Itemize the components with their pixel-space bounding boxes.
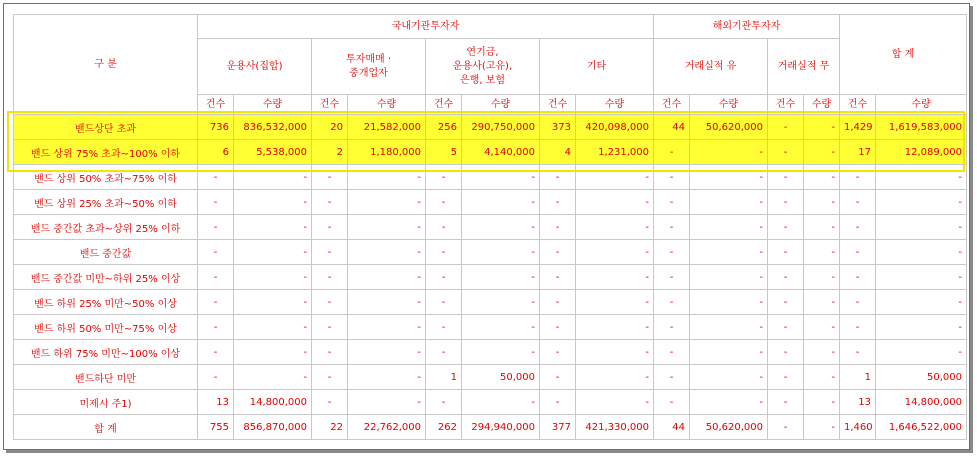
table-row — [14, 115, 967, 140]
cell-amount: 294,940,000 — [462, 415, 540, 440]
table-row — [14, 165, 967, 190]
table-row — [14, 190, 967, 215]
header-pension — [426, 39, 540, 95]
cell-amount: - — [462, 165, 540, 190]
cell-count: - — [312, 240, 348, 265]
cell-count: - — [654, 190, 690, 215]
cell-count: - — [426, 315, 462, 340]
subheader-amount: 수량 — [234, 95, 312, 115]
cell-amount: - — [876, 315, 967, 340]
row-label: 합 계 — [14, 415, 198, 440]
subheader-amount: 수량 — [462, 95, 540, 115]
cell-amount: 50,620,000 — [690, 115, 768, 140]
row-label: 밴드 상위 50% 초과~75% 이하 — [14, 165, 198, 190]
cell-count: 1,460 — [840, 415, 876, 440]
cell-count: 262 — [426, 415, 462, 440]
cell-count: - — [426, 265, 462, 290]
subheader-amount: 수량 — [690, 95, 768, 115]
cell-amount: 50,000 — [876, 365, 967, 390]
cell-amount: - — [462, 265, 540, 290]
cell-count: 4 — [540, 140, 576, 165]
cell-count: - — [654, 315, 690, 340]
header-record-no: 거래실적 무 — [768, 39, 840, 95]
cell-count: 256 — [426, 115, 462, 140]
row-label: 밴드 중간값 미만~하위 25% 이상 — [14, 265, 198, 290]
cell-amount: - — [690, 390, 768, 415]
header-investment-dealer — [312, 39, 426, 95]
table-row — [14, 140, 967, 165]
cell-amount: 290,750,000 — [462, 115, 540, 140]
cell-amount: - — [234, 190, 312, 215]
cell-count: - — [654, 340, 690, 365]
cell-count: - — [312, 315, 348, 340]
cell-count: - — [768, 165, 804, 190]
cell-amount: - — [348, 340, 426, 365]
cell-amount: 5,538,000 — [234, 140, 312, 165]
cell-amount: 856,870,000 — [234, 415, 312, 440]
cell-count: - — [540, 315, 576, 340]
cell-count: - — [198, 240, 234, 265]
cell-count: - — [540, 365, 576, 390]
cell-count: - — [840, 290, 876, 315]
cell-amount: - — [576, 290, 654, 315]
header-record-yes: 거래실적 유 — [654, 39, 768, 95]
cell-amount: - — [804, 415, 840, 440]
cell-amount: - — [804, 165, 840, 190]
cell-count: - — [654, 390, 690, 415]
cell-amount: - — [876, 165, 967, 190]
document-frame — [3, 3, 970, 450]
cell-count: - — [312, 340, 348, 365]
cell-count: - — [840, 340, 876, 365]
cell-amount: 50,000 — [462, 365, 540, 390]
cell-amount: 1,619,583,000 — [876, 115, 967, 140]
cell-count: 1,429 — [840, 115, 876, 140]
cell-count: - — [654, 365, 690, 390]
cell-amount: - — [348, 165, 426, 190]
cell-amount: - — [462, 215, 540, 240]
cell-amount: 1,646,522,000 — [876, 415, 967, 440]
header-category: 구 분 — [14, 15, 198, 115]
cell-count: - — [198, 265, 234, 290]
cell-amount: - — [690, 265, 768, 290]
cell-count: - — [540, 165, 576, 190]
subheader-amount: 수량 — [876, 95, 967, 115]
subheader-count: 건수 — [426, 95, 462, 115]
cell-count: - — [426, 390, 462, 415]
cell-count: - — [768, 215, 804, 240]
cell-count: 373 — [540, 115, 576, 140]
cell-count: 13 — [198, 390, 234, 415]
cell-amount: - — [690, 290, 768, 315]
row-label: 미제시 주1) — [14, 390, 198, 415]
cell-amount: - — [348, 190, 426, 215]
cell-amount: - — [690, 315, 768, 340]
cell-amount: - — [804, 365, 840, 390]
cell-count: 755 — [198, 415, 234, 440]
cell-count: - — [540, 265, 576, 290]
cell-amount: - — [804, 340, 840, 365]
cell-count: - — [654, 165, 690, 190]
cell-amount: - — [462, 290, 540, 315]
cell-count: - — [768, 265, 804, 290]
cell-count: - — [312, 265, 348, 290]
cell-amount: 4,140,000 — [462, 140, 540, 165]
subheader-count: 건수 — [198, 95, 234, 115]
cell-count: - — [426, 290, 462, 315]
table-row — [14, 415, 967, 440]
cell-count: - — [198, 215, 234, 240]
cell-count: 20 — [312, 115, 348, 140]
cell-count: 22 — [312, 415, 348, 440]
cell-amount: - — [576, 240, 654, 265]
cell-count: - — [654, 215, 690, 240]
cell-count: - — [426, 215, 462, 240]
cell-count: - — [654, 140, 690, 165]
cell-amount: - — [462, 190, 540, 215]
table-row — [14, 215, 967, 240]
cell-count: - — [654, 290, 690, 315]
cell-count: - — [768, 240, 804, 265]
cell-amount: - — [348, 365, 426, 390]
cell-amount: - — [576, 165, 654, 190]
cell-count: - — [840, 315, 876, 340]
cell-amount: - — [690, 165, 768, 190]
subheader-amount: 수량 — [348, 95, 426, 115]
cell-count: 377 — [540, 415, 576, 440]
cell-count: - — [768, 290, 804, 315]
header-investment-dealer-line1: 투자매매 · — [346, 53, 391, 65]
cell-count: - — [426, 240, 462, 265]
cell-count: - — [840, 190, 876, 215]
cell-amount: - — [234, 215, 312, 240]
cell-count: - — [426, 165, 462, 190]
cell-count: - — [540, 240, 576, 265]
cell-amount: - — [348, 390, 426, 415]
row-label: 밴드 하위 25% 미만~50% 이상 — [14, 290, 198, 315]
cell-amount: 1,180,000 — [348, 140, 426, 165]
cell-amount: - — [576, 315, 654, 340]
cell-amount: - — [234, 340, 312, 365]
cell-amount: - — [576, 215, 654, 240]
row-label: 밴드 상위 75% 초과~100% 이하 — [14, 140, 198, 165]
cell-amount: - — [348, 290, 426, 315]
header-total: 합 계 — [840, 15, 967, 95]
cell-amount: - — [462, 240, 540, 265]
cell-amount: - — [690, 240, 768, 265]
cell-amount: - — [348, 265, 426, 290]
cell-amount: - — [234, 265, 312, 290]
cell-count: - — [540, 390, 576, 415]
cell-amount: - — [462, 390, 540, 415]
cell-amount: 421,330,000 — [576, 415, 654, 440]
cell-count: 1 — [840, 365, 876, 390]
row-label: 밴드상단 초과 — [14, 115, 198, 140]
cell-count: - — [840, 265, 876, 290]
cell-amount: - — [234, 365, 312, 390]
cell-amount: - — [876, 340, 967, 365]
cell-amount: - — [804, 390, 840, 415]
cell-amount: - — [462, 340, 540, 365]
row-label: 밴드하단 미만 — [14, 365, 198, 390]
cell-count: - — [840, 165, 876, 190]
cell-count: - — [198, 190, 234, 215]
cell-amount: - — [690, 140, 768, 165]
cell-count: - — [540, 190, 576, 215]
cell-amount: - — [876, 190, 967, 215]
header-other: 기타 — [540, 39, 654, 95]
cell-amount: - — [804, 290, 840, 315]
allocation-table — [13, 14, 967, 440]
subheader-amount: 수량 — [576, 95, 654, 115]
cell-count: 1 — [426, 365, 462, 390]
cell-count: - — [768, 390, 804, 415]
cell-amount: 14,800,000 — [234, 390, 312, 415]
row-label: 밴드 상위 25% 초과~50% 이하 — [14, 190, 198, 215]
cell-amount: - — [234, 315, 312, 340]
cell-count: - — [312, 190, 348, 215]
table-row — [14, 340, 967, 365]
cell-amount: - — [348, 215, 426, 240]
cell-count: - — [198, 165, 234, 190]
subheader-count: 건수 — [654, 95, 690, 115]
cell-amount: - — [876, 290, 967, 315]
cell-amount: - — [804, 140, 840, 165]
cell-count: 44 — [654, 415, 690, 440]
subheader-amount: 수량 — [804, 95, 840, 115]
table-row — [14, 390, 967, 415]
table-row — [14, 315, 967, 340]
cell-count: - — [768, 190, 804, 215]
cell-amount: - — [462, 315, 540, 340]
cell-count: - — [312, 165, 348, 190]
cell-amount: - — [576, 265, 654, 290]
cell-count: - — [198, 365, 234, 390]
cell-amount: - — [690, 190, 768, 215]
cell-count: - — [768, 340, 804, 365]
cell-count: - — [768, 315, 804, 340]
cell-amount: 22,762,000 — [348, 415, 426, 440]
table-row — [14, 265, 967, 290]
cell-count: 2 — [312, 140, 348, 165]
header-foreign: 해외기관투자자 — [654, 15, 840, 39]
cell-count: - — [198, 340, 234, 365]
cell-count: - — [312, 365, 348, 390]
table-row — [14, 240, 967, 265]
row-label: 밴드 하위 50% 미만~75% 이상 — [14, 315, 198, 340]
row-label: 밴드 중간값 — [14, 240, 198, 265]
header-pension-line2: 운용사(고유), — [452, 60, 513, 72]
cell-amount: 14,800,000 — [876, 390, 967, 415]
cell-count: 5 — [426, 140, 462, 165]
row-label: 밴드 중간값 초과~상위 25% 이하 — [14, 215, 198, 240]
cell-count: 44 — [654, 115, 690, 140]
cell-count: 736 — [198, 115, 234, 140]
table-body — [14, 115, 967, 440]
cell-count: - — [768, 415, 804, 440]
cell-amount: - — [576, 340, 654, 365]
table-row — [14, 365, 967, 390]
cell-count: - — [540, 290, 576, 315]
row-label: 밴드 하위 75% 미만~100% 이상 — [14, 340, 198, 365]
cell-count: - — [840, 215, 876, 240]
cell-amount: - — [876, 265, 967, 290]
cell-amount: - — [690, 365, 768, 390]
subheader-count: 건수 — [312, 95, 348, 115]
cell-amount: 50,620,000 — [690, 415, 768, 440]
cell-amount: - — [804, 315, 840, 340]
subheader-count: 건수 — [540, 95, 576, 115]
cell-count: 17 — [840, 140, 876, 165]
cell-amount: - — [234, 290, 312, 315]
cell-count: 13 — [840, 390, 876, 415]
cell-count: - — [540, 340, 576, 365]
header-investment-dealer-line2: 중개업자 — [349, 67, 388, 79]
header-pension-line1: 연기금, — [466, 46, 499, 58]
header-domestic: 국내기관투자자 — [198, 15, 654, 39]
table-row — [14, 290, 967, 315]
cell-amount: - — [576, 190, 654, 215]
cell-count: - — [426, 190, 462, 215]
header-asset-mgmt: 운용사(집합) — [198, 39, 312, 95]
cell-amount: - — [690, 215, 768, 240]
cell-count: - — [654, 240, 690, 265]
cell-amount: - — [804, 265, 840, 290]
cell-count: - — [768, 140, 804, 165]
cell-amount: 1,231,000 — [576, 140, 654, 165]
cell-amount: - — [690, 340, 768, 365]
cell-count: - — [312, 390, 348, 415]
cell-amount: - — [804, 240, 840, 265]
cell-amount: - — [576, 390, 654, 415]
cell-count: - — [840, 240, 876, 265]
cell-count: - — [426, 340, 462, 365]
cell-count: - — [312, 290, 348, 315]
cell-amount: 12,089,000 — [876, 140, 967, 165]
cell-amount: - — [348, 315, 426, 340]
cell-amount: - — [234, 240, 312, 265]
subheader-count: 건수 — [840, 95, 876, 115]
cell-amount: - — [234, 165, 312, 190]
cell-amount: - — [348, 240, 426, 265]
cell-count: - — [654, 265, 690, 290]
cell-count: - — [198, 290, 234, 315]
cell-amount: 21,582,000 — [348, 115, 426, 140]
cell-amount: - — [804, 190, 840, 215]
cell-amount: - — [876, 240, 967, 265]
cell-count: - — [312, 215, 348, 240]
header-pension-line3: 은행, 보험 — [460, 74, 505, 86]
cell-count: - — [198, 315, 234, 340]
cell-count: - — [768, 115, 804, 140]
cell-count: - — [540, 215, 576, 240]
cell-amount: 836,532,000 — [234, 115, 312, 140]
cell-amount: 420,098,000 — [576, 115, 654, 140]
cell-count: 6 — [198, 140, 234, 165]
cell-count: - — [768, 365, 804, 390]
cell-amount: - — [804, 215, 840, 240]
cell-amount: - — [576, 365, 654, 390]
cell-amount: - — [876, 215, 967, 240]
subheader-count: 건수 — [768, 95, 804, 115]
cell-amount: - — [804, 115, 840, 140]
